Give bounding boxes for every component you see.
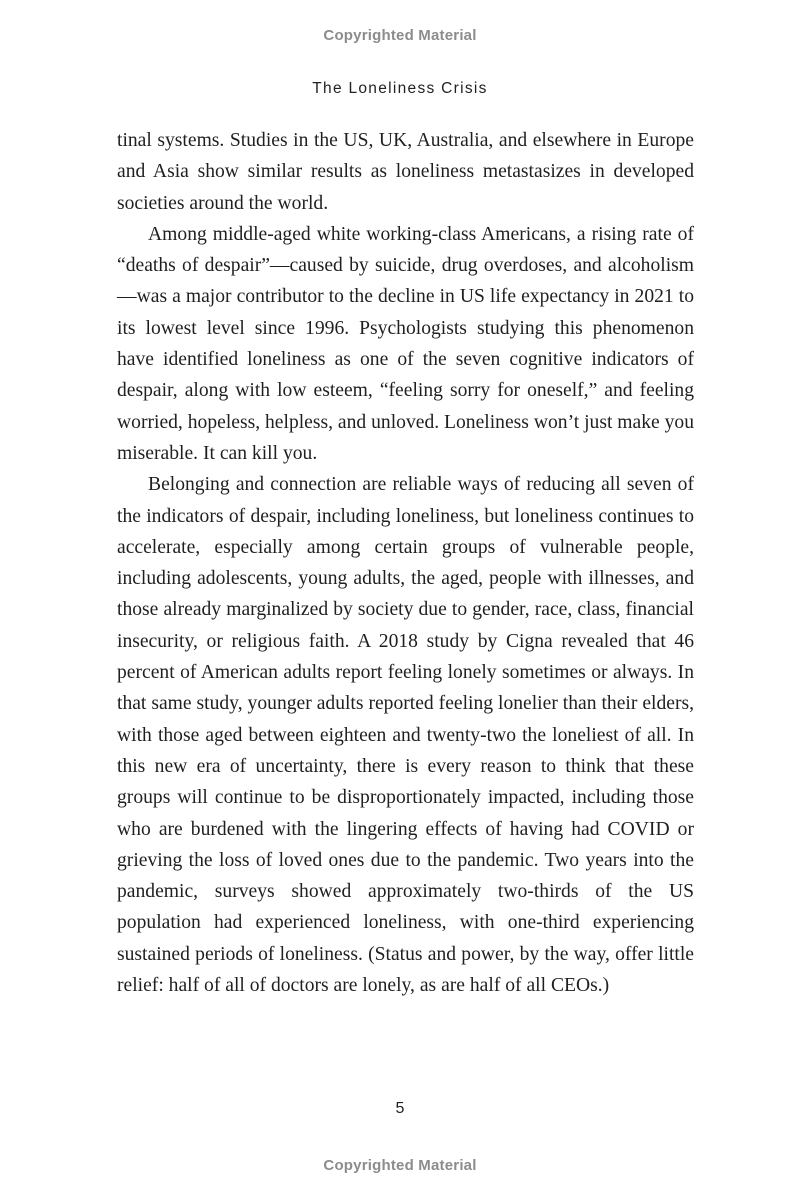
copyright-watermark-bottom: Copyrighted Material: [323, 1157, 477, 1174]
paragraph-deaths-of-despair: Among middle-aged white working-class Americans, a rising rate of “deaths of despair”—caused by suicide, drug overdoses, and alcoholism—was a major contributor to the decline in US life expectancy in 2021 to its lowest level since 1996. Psychologists studying this phenomenon have identified loneliness as one of the seven cognitive indicators of despair, along with low esteem, “feeling sorry for oneself,” and feeling worried, hopeless, helpless, and unloved. Loneliness won’t just make you miserable. It can kill you.: [117, 223, 695, 464]
paragraph-belonging-and-connection: Belonging and connection are reliable ways of reducing all seven of the indicators of despair, including loneliness, but loneliness continues to accelerate, especially among certain groups of vulnerable people, including adolescents, young adults, the aged, people with illnesses, and those already marginalized by society due to gender, race, class, financial insecurity, or religious faith. A 2018 study by Cigna revealed that 46 percent of American adults report feeling lonely sometimes or always. In that same study, younger adults reported feeling lonelier than their elders, with those aged between eighteen and twenty-two the loneliest of all. In this new era of uncertainty, there is every reason to think that these groups will continue to be disproportionately impacted, including those who are burdened with the lingering effects of having had COVID or grieving the loss of loved ones due to the pandemic. Two years into the pandemic, surveys showed approximately two-thirds of the US population had experienced loneliness, with one-third experiencing sustained periods of loneliness. (Status and power, by the way, offer little relief: half of all of doctors are lonely, as are half of all CEOs.): [117, 474, 694, 997]
copyright-watermark-top: Copyrighted Material: [323, 27, 477, 44]
page-number: 5: [395, 1100, 405, 1117]
running-head: The Loneliness Crisis: [312, 80, 488, 97]
body-text: [117, 125, 694, 1001]
paragraph-continued: tinal systems. Studies in the US, UK, Australia, and elsewhere in Europe and Asia show similar results as loneliness metastasizes in developed societies around the world.: [117, 130, 694, 214]
